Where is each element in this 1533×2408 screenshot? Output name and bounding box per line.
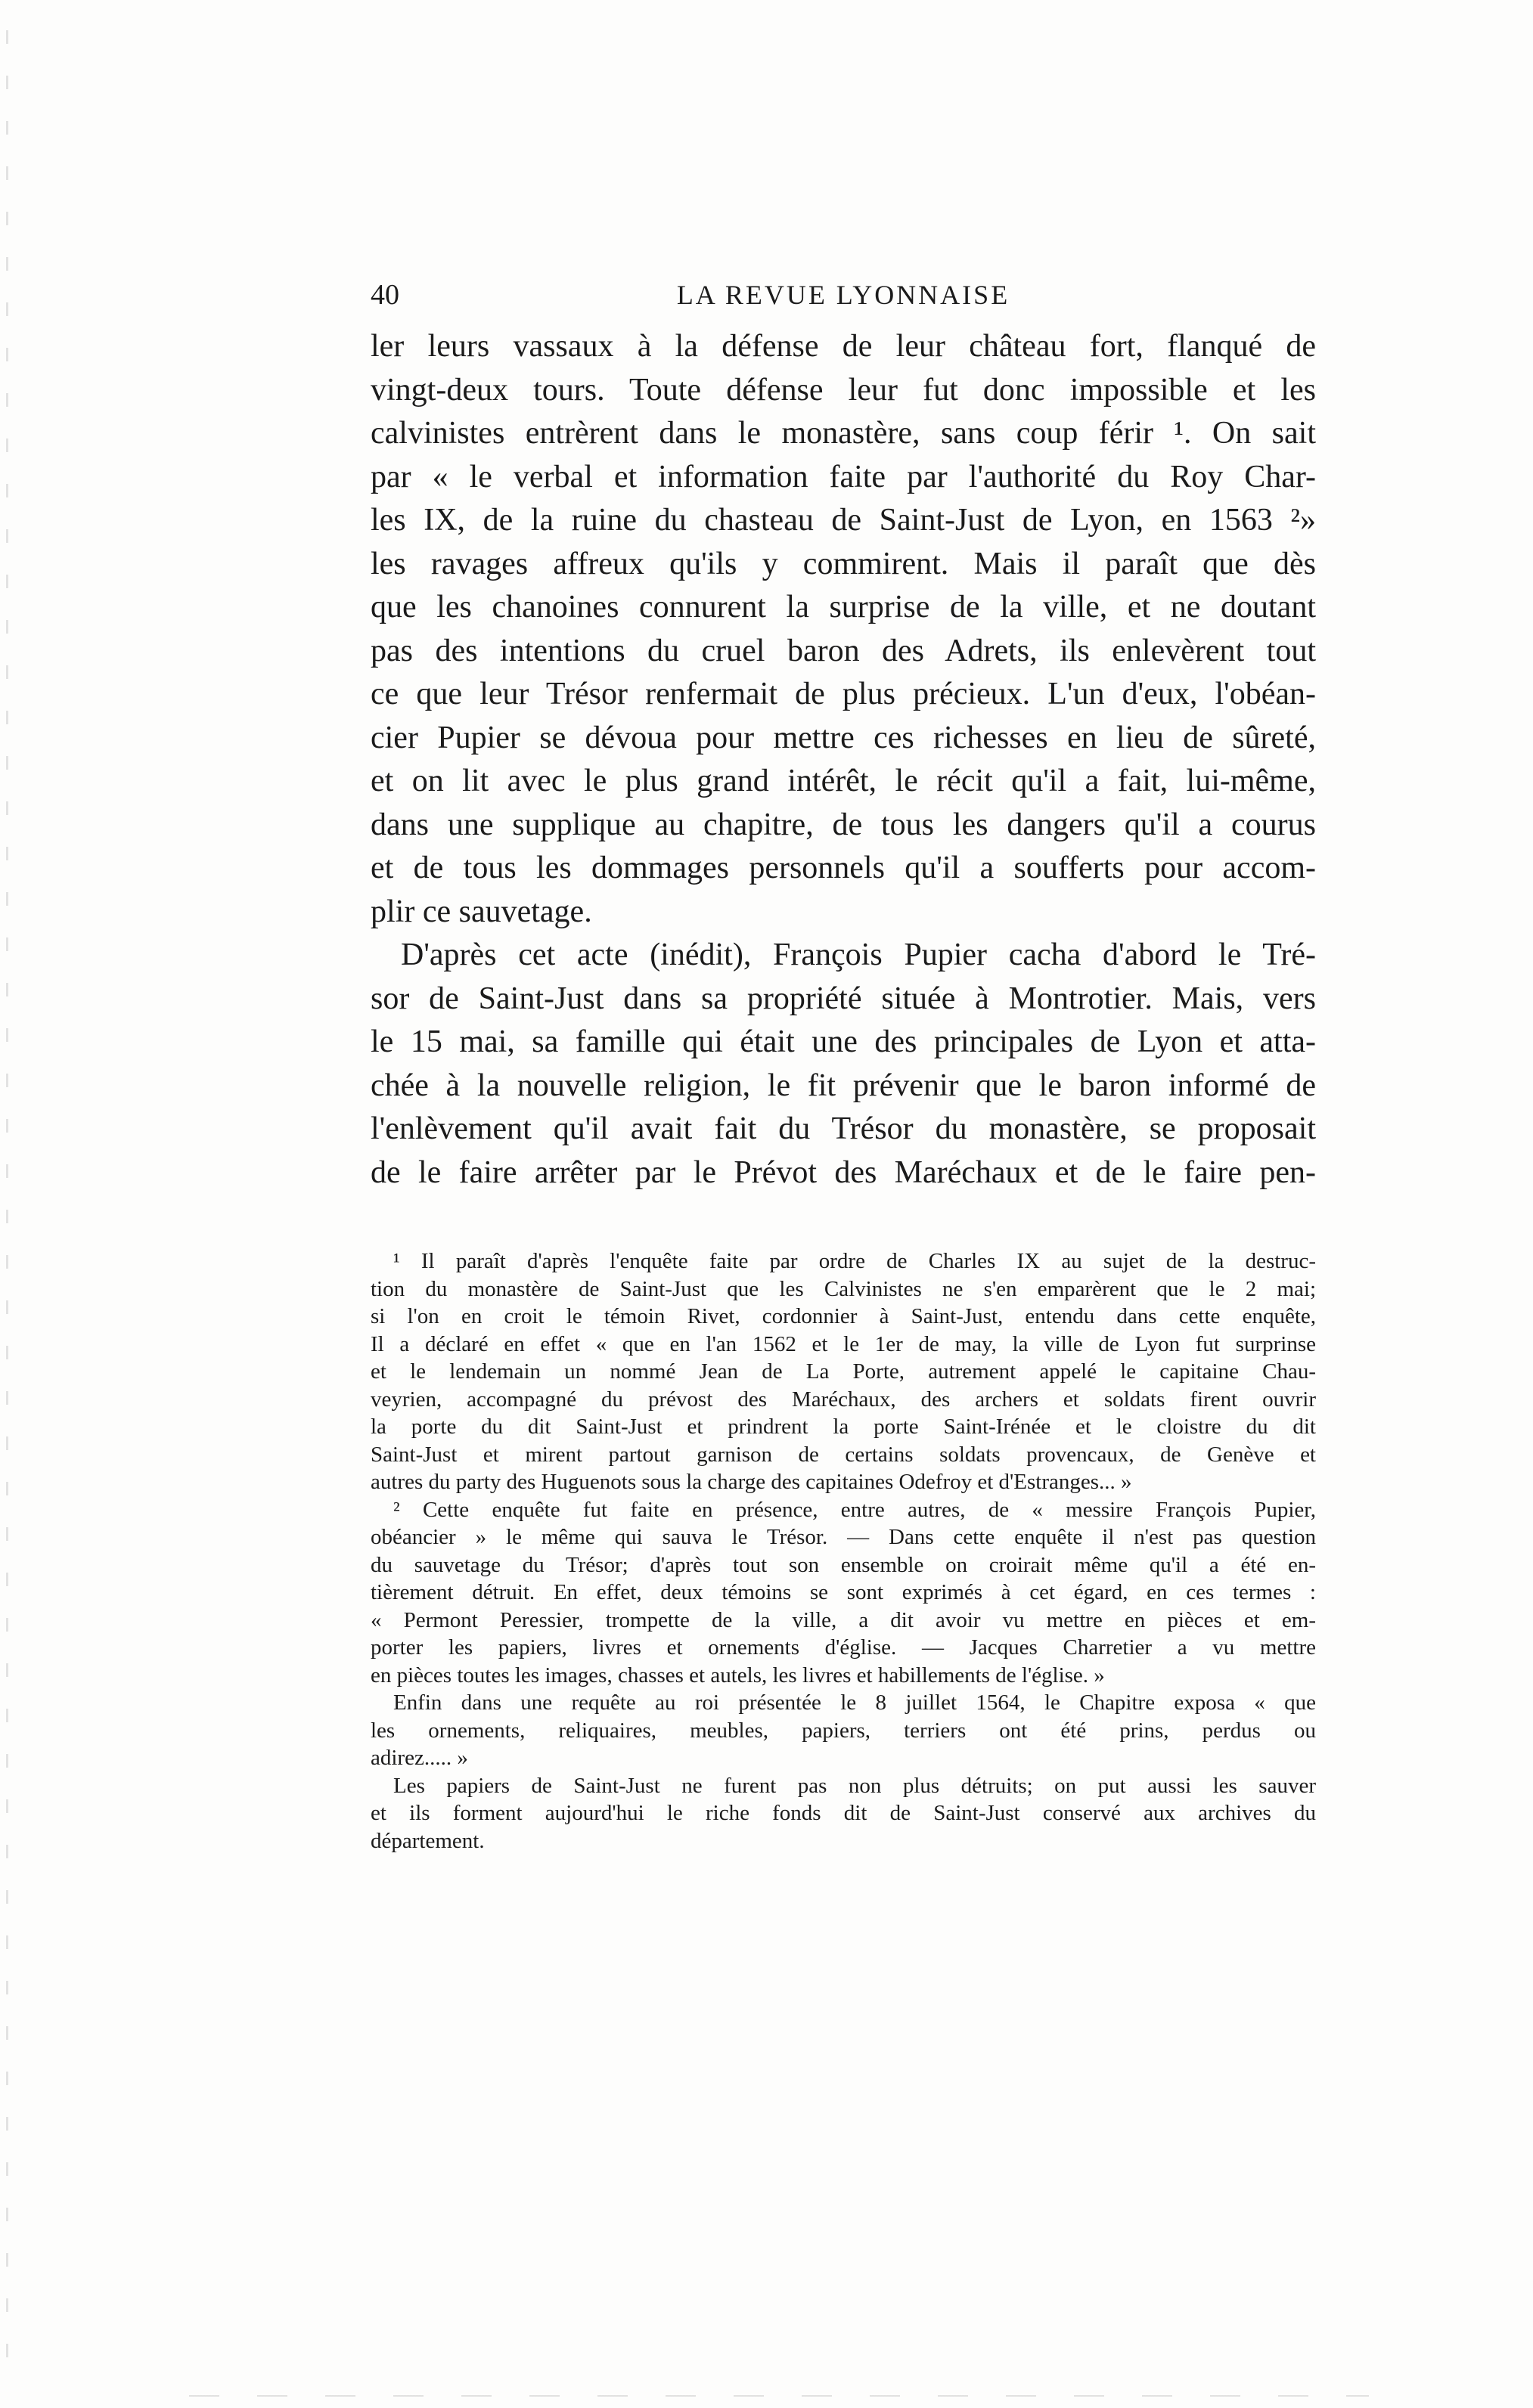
body-line: de le faire arrêter par le Prévot des Maréchaux et de le faire pen- [371, 1154, 1316, 1190]
footnote-line: tion du monastère de Saint-Just que les Calvinistes ne s'en emparèrent que le 2 mai; [371, 1276, 1316, 1301]
footnote-line: et ils forment aujourd'hui le riche fonds dit de Saint-Just conservé aux archives du [371, 1801, 1316, 1825]
body-line: D'après cet acte (inédit), François Pupier cacha d'abord le Tré- [401, 937, 1316, 972]
footnote-line: veyrien, accompagné du prévost des Maréchaux, des archers et soldats firent ouvrir [371, 1387, 1316, 1412]
body-line: dans une supplique au chapitre, de tous les dangers qu'il a courus [371, 807, 1316, 842]
footnote-line: Saint-Just et mirent partout garnison de certains soldats provencaux, de Genève et [371, 1442, 1316, 1467]
body-line: les IX, de la ruine du chasteau de Saint-Just de Lyon, en 1563 ²» [371, 503, 1316, 538]
body-line: les ravages affreux qu'ils y commirent. Mais il paraît que dès [371, 546, 1316, 581]
footnote-line: la porte du dit Saint-Just et prindrent la porte Saint-Irénée et le cloistre du dit [371, 1415, 1316, 1439]
body-line: que les chanoines connurent la surprise de la ville, et ne doutant [371, 590, 1316, 624]
page-number: 40 [371, 279, 399, 311]
footnote-line: Enfin dans une requête au roi présentée le 8 juillet 1564, le Chapitre exposa « que [393, 1691, 1316, 1715]
footnote-line: du sauvetage du Trésor; d'après tout son ensemble on croirait même qu'il a été en- [371, 1552, 1316, 1577]
body-text [371, 325, 1316, 1195]
footnotes [371, 1247, 1316, 1855]
body-line: calvinistes entrèrent dans le monastère, sans coup férir ¹. On sait [371, 416, 1316, 451]
body-line: ler leurs vassaux à la défense de leur château fort, flanqué de [371, 329, 1316, 364]
body-line: cier Pupier se dévoua pour mettre ces richesses en lieu de sûreté, [371, 720, 1316, 755]
scan-bottom-marks [189, 2395, 1369, 2397]
body-line: l'enlèvement qu'il avait fait du Trésor du monastère, se proposait [371, 1111, 1316, 1146]
body-line: pas des intentions du cruel baron des Adrets, ils enlevèrent tout [371, 633, 1316, 668]
footnote-line: si l'on en croit le témoin Rivet, cordonnier à Saint-Just, entendu dans cette enquête, [371, 1304, 1316, 1328]
body-line: sor de Saint-Just dans sa propriété située à Montrotier. Mais, vers [371, 981, 1316, 1016]
body-line: vingt-deux tours. Toute défense leur fut donc impossible et les [371, 372, 1316, 408]
footnote-line: Les papiers de Saint-Just ne furent pas non plus détruits; on put aussi les sauver [393, 1773, 1316, 1798]
footnote-line: « Permont Peressier, trompette de la ville, a dit avoir vu mettre en pièces et em- [371, 1607, 1316, 1632]
footnote-line: obéancier » le même qui sauva le Trésor. — Dans cette enquête il n'est pas question [371, 1525, 1316, 1549]
body-line: par « le verbal et information faite par l'authorité du Roy Char- [371, 459, 1316, 494]
scan-edge-marks [6, 30, 8, 2374]
footnote-line: en pièces toutes les images, chasses et autels, les livres et habillements de l'église. » [371, 1663, 1105, 1687]
page-header [371, 272, 1316, 318]
body-line: ce que leur Trésor renfermait de plus précieux. L'un d'eux, l'obéan- [371, 677, 1316, 711]
footnote-line: ¹ Il paraît d'après l'enquête faite par ordre de Charles IX au sujet de la destruc- [393, 1249, 1316, 1273]
footnote-line: adirez..... » [371, 1746, 468, 1770]
body-line: le 15 mai, sa famille qui était une des principales de Lyon et atta- [371, 1024, 1316, 1059]
footnote-line: tièrement détruit. En effet, deux témoins se sont exprimés à cet égard, en ces termes : [371, 1580, 1316, 1604]
footnote-line: autres du party des Huguenots sous la charge des capitaines Odefroy et d'Estranges... » [371, 1470, 1132, 1494]
footnote-line: Il a déclaré en effet « que en l'an 1562 et le 1er de may, la ville de Lyon fut surprinse [371, 1331, 1316, 1356]
body-line: et de tous les dommages personnels qu'il a soufferts pour accom- [371, 851, 1316, 885]
body-line: et on lit avec le plus grand intérêt, le récit qu'il a fait, lui-même, [371, 764, 1316, 798]
footnote-line: ² Cette enquête fut faite en présence, entre autres, de « messire François Pupier, [393, 1497, 1316, 1522]
body-line: chée à la nouvelle religion, le fit prévenir que le baron informé de [371, 1068, 1316, 1103]
footnote-line: porter les papiers, livres et ornements d'église. — Jacques Charretier a vu mettre [371, 1635, 1316, 1660]
footnote-line: département. [371, 1828, 485, 1853]
footnote-line: et le lendemain un nommé Jean de La Porte, autrement appelé le capitaine Chau- [371, 1359, 1316, 1384]
footnote-line: les ornements, reliquaires, meubles, papiers, terriers ont été prins, perdus ou [371, 1718, 1316, 1743]
body-line: plir ce sauvetage. [371, 894, 592, 929]
running-title: LA REVUE LYONNAISE [676, 280, 1010, 310]
